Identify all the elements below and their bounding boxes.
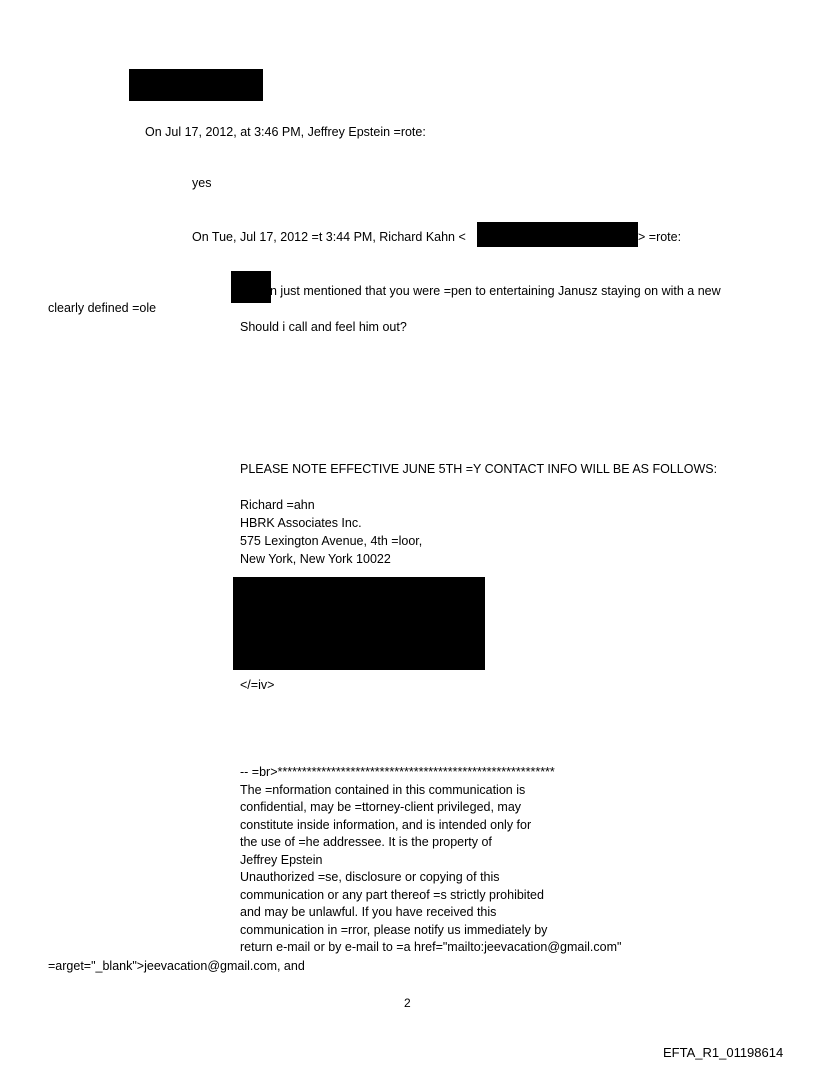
- page-number: 2: [404, 996, 411, 1010]
- bates-number: EFTA_R1_01198614: [663, 1045, 784, 1060]
- disclaimer-line: communication in =rror, please notify us immediately by: [240, 922, 548, 937]
- disclaimer-line: return e-mail or by e-mail to =a href="mailto:jeevacation@gmail.com": [240, 940, 622, 954]
- disclaimer-line: and may be unlawful. If you have received this: [240, 905, 497, 919]
- signature-line: New York, New York 10022: [240, 552, 391, 566]
- body-line-1-wrap: clearly defined =ole: [48, 301, 157, 315]
- redaction-header: [129, 69, 263, 101]
- outer-reply-header: On Jul 17, 2012, at 3:46 PM, Jeffrey Epstein =rote:: [145, 125, 426, 139]
- signature-line: 575 Lexington Avenue, 4th =loor,: [240, 534, 423, 548]
- signature-line: Richard =ahn: [240, 498, 315, 512]
- closing-tag: </=iv>: [240, 678, 275, 692]
- reply-text: yes: [192, 176, 212, 190]
- redaction-name: [231, 271, 271, 303]
- disclaimer-line: confidential, may be =ttorney-client privileged, may: [240, 800, 522, 814]
- disclaimer-line: constitute inside information, and is intended only for: [240, 817, 532, 832]
- body-line-1: n just mentioned that you were =pen to entertaining Janusz staying on with a new: [270, 284, 721, 298]
- disclaimer-line: communication or any part thereof =s strictly prohibited: [240, 887, 544, 902]
- redaction-contact-numbers: [233, 577, 485, 670]
- disclaimer-line: Unauthorized =se, disclosure or copying of this: [240, 870, 500, 884]
- signature-block: [240, 496, 422, 568]
- disclaimer-line: Jeffrey Epstein: [240, 852, 323, 867]
- inner-reply-header-suffix: > =rote:: [638, 230, 682, 244]
- disclaimer-line: The =nformation contained in this communication is: [240, 782, 526, 797]
- disclaimer-line: the use of =he addressee. It is the property of: [240, 835, 492, 849]
- contact-notice: PLEASE NOTE EFFECTIVE JUNE 5TH =Y CONTACT INFO WILL BE AS FOLLOWS:: [240, 462, 718, 476]
- inner-reply-header-prefix: On Tue, Jul 17, 2012 =t 3:44 PM, Richard Kahn <: [192, 230, 466, 244]
- disclaimer-wrap: =arget="_blank">jeevacation@gmail.com, and: [48, 959, 305, 973]
- redaction-email-address: [477, 222, 638, 247]
- signature-line: HBRK Associates Inc.: [240, 516, 362, 530]
- disclaimer-line: -- =br>*********************************************************: [240, 765, 555, 779]
- body-line-2: Should i call and feel him out?: [240, 320, 407, 334]
- disclaimer-block: [240, 764, 621, 957]
